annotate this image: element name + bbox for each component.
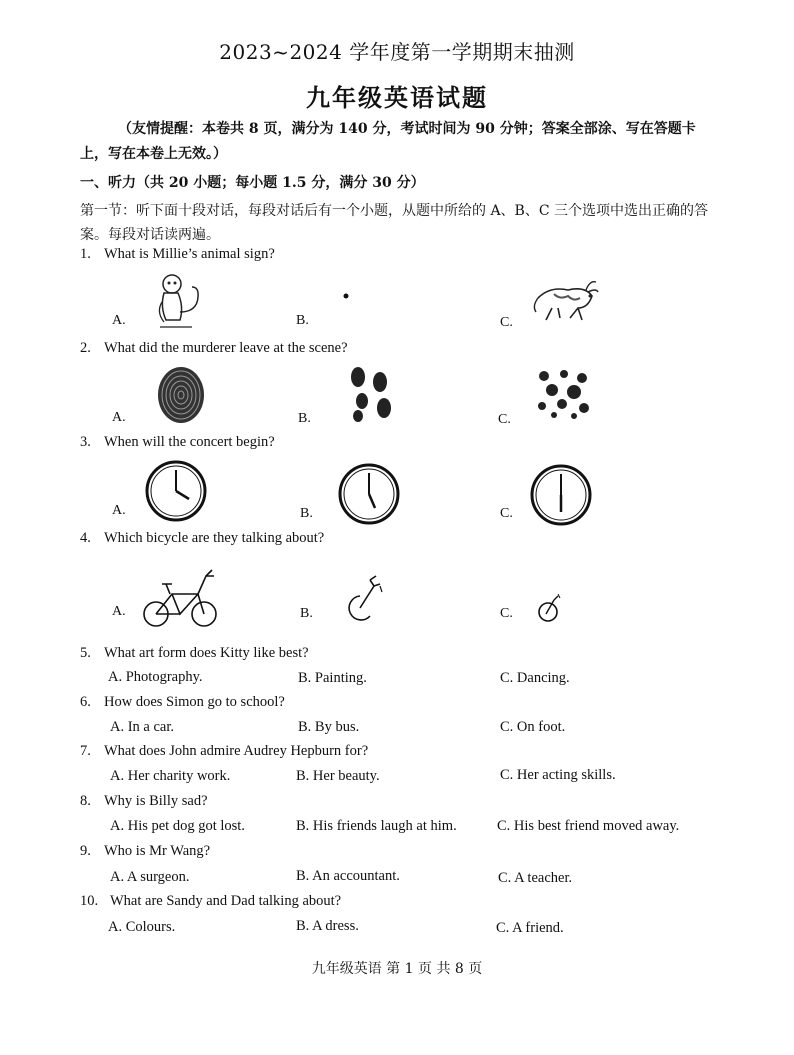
question-number: 9.	[80, 843, 91, 859]
question-text: Why is Billy sad?	[104, 793, 208, 809]
option-a: A. Her charity work.	[110, 768, 231, 784]
option-a: A.	[112, 604, 126, 619]
question-3	[80, 434, 275, 451]
dot-mark	[342, 292, 350, 300]
option-a: A.	[112, 410, 126, 425]
question-2	[80, 340, 348, 357]
question-10	[80, 893, 341, 910]
question-number: 1.	[80, 246, 91, 262]
exam-title: 2023~2024 学年度第一学期期末抽测	[219, 40, 575, 64]
question-text: When will the concert begin?	[104, 434, 275, 450]
question-5	[80, 645, 309, 662]
question-number: 7.	[80, 743, 91, 759]
blood-stains-icon	[534, 368, 594, 420]
question-4	[80, 530, 324, 547]
option-a: A. In a car.	[110, 719, 175, 735]
option-b: B.	[300, 506, 313, 521]
option-c: C. Her acting skills.	[500, 767, 616, 783]
option-b: B.	[296, 313, 309, 328]
question-text: What is Millie’s animal sign?	[104, 246, 275, 262]
small-wheel-icon	[534, 590, 568, 624]
option-a: A. Colours.	[108, 919, 176, 935]
question-text: What art form does Kitty like best?	[104, 645, 309, 661]
option-b: B. His friends laugh at him.	[296, 818, 457, 834]
question-text: Which bicycle are they talking about?	[104, 530, 325, 546]
option-c: C.	[500, 315, 513, 330]
ox-icon	[530, 276, 600, 326]
bicycle-icon	[142, 568, 222, 630]
option-a: A.	[112, 313, 126, 328]
question-text: What are Sandy and Dad talking about?	[110, 893, 342, 909]
footprints-icon	[348, 366, 398, 424]
notice-text: （友情提醒：本卷共 8 页，满分为 140 分，考试时间为 90 分钟；答案全部涂、写在答题卡上，写在本卷上无效。）	[80, 121, 696, 162]
clock-icon	[529, 463, 593, 527]
part-instructions: 第一节：听下面十段对话，每段对话后有一个小题，从题中所给的 A、B、C 三个选项中选出正确的答案。每段对话读两遍。	[80, 203, 709, 243]
question-text: How does Simon go to school?	[104, 694, 285, 710]
option-b: B. Painting.	[298, 670, 367, 686]
question-1	[80, 246, 275, 263]
option-c: C. On foot.	[500, 719, 566, 735]
question-7	[80, 743, 368, 760]
option-c: C.	[500, 506, 513, 521]
option-b: B.	[300, 606, 313, 621]
question-8	[80, 793, 208, 810]
question-number: 5.	[80, 645, 91, 661]
question-text: What did the murderer leave at the scene?	[104, 340, 348, 356]
option-a: A.	[112, 503, 126, 518]
question-number: 10.	[80, 893, 99, 909]
clock-icon	[144, 459, 208, 523]
option-a: A. His pet dog got lost.	[110, 818, 245, 834]
clock-icon	[337, 462, 401, 526]
exam-subtitle: 九年级英语试题	[306, 83, 488, 112]
option-a: A. Photography.	[108, 669, 203, 685]
question-number: 2.	[80, 340, 91, 356]
fingerprint-icon	[156, 366, 206, 424]
option-c: C. A teacher.	[498, 870, 573, 886]
monkey-icon	[152, 272, 212, 332]
option-a: A. A surgeon.	[110, 869, 190, 885]
question-number: 3.	[80, 434, 91, 450]
option-b: B. By bus.	[298, 719, 360, 735]
option-c: C. Dancing.	[500, 670, 570, 686]
question-text: Who is Mr Wang?	[104, 843, 211, 859]
option-b: B. Her beauty.	[296, 768, 380, 784]
option-b: B. A dress.	[296, 918, 359, 934]
option-c: C. A friend.	[496, 920, 564, 936]
question-number: 4.	[80, 530, 91, 546]
question-6	[80, 694, 285, 711]
option-c: C.	[498, 412, 511, 427]
option-c: C. His best friend moved away.	[497, 818, 680, 834]
section-title: 一、听力（共 20 小题；每小题 1.5 分，满分 30 分）	[80, 175, 425, 191]
question-9	[80, 843, 210, 860]
option-b: B.	[298, 411, 311, 426]
question-number: 6.	[80, 694, 91, 710]
question-text: What does John admire Audrey Hepburn for?	[104, 743, 369, 759]
question-number: 8.	[80, 793, 91, 809]
option-c: C.	[500, 606, 513, 621]
option-b: B. An accountant.	[296, 868, 400, 884]
page-footer: 九年级英语 第 1 页 共 8 页	[311, 961, 483, 977]
unicycle-icon	[346, 572, 386, 622]
